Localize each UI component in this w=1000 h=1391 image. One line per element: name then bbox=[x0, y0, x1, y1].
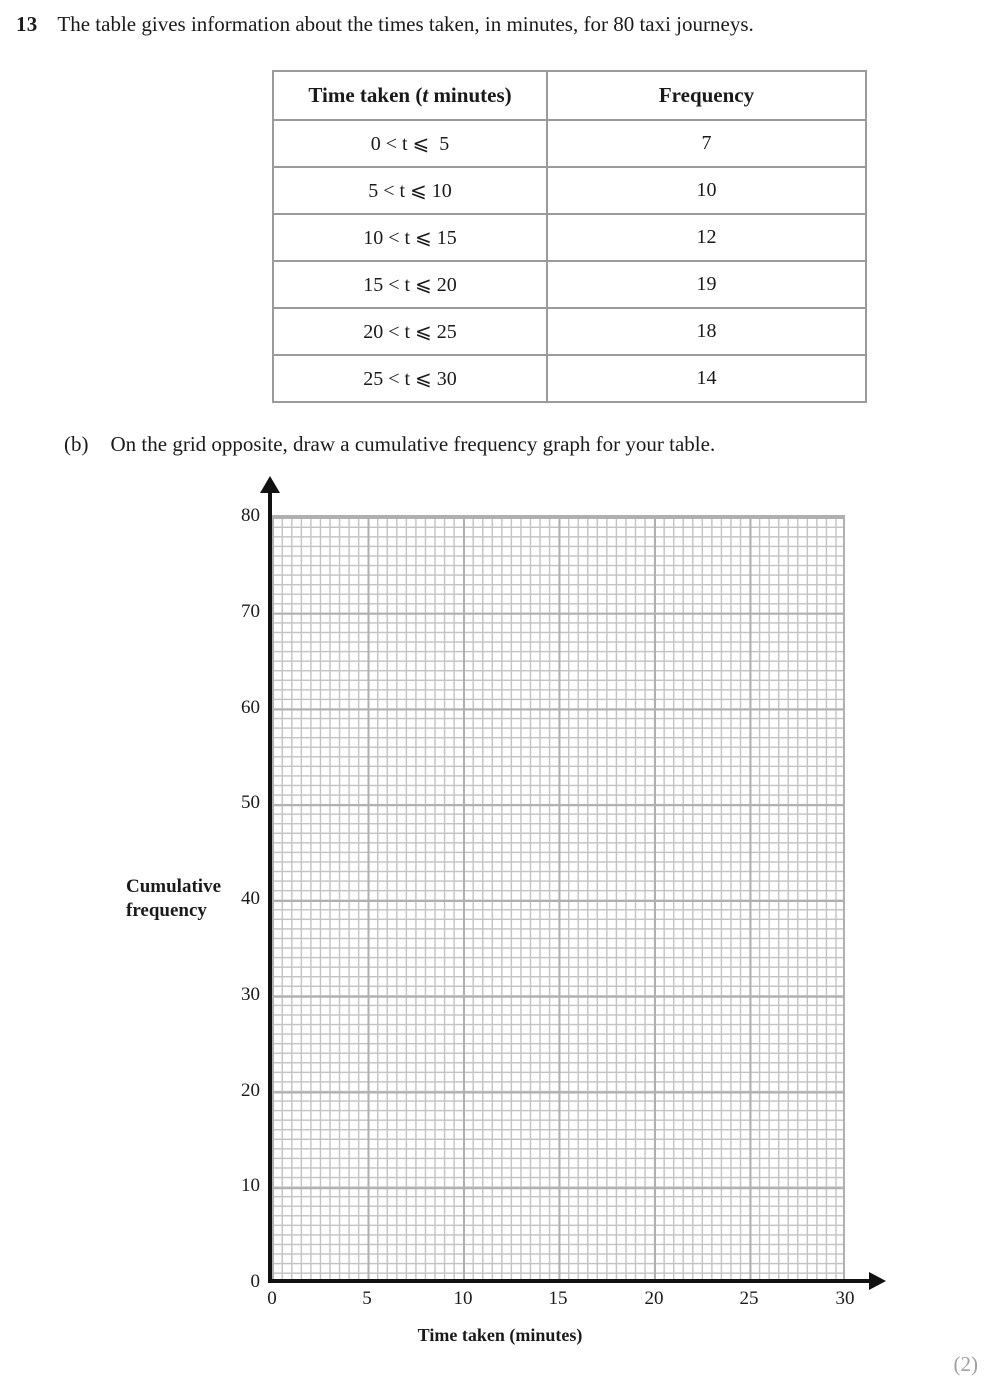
table-row bbox=[273, 120, 866, 167]
cell-frequency: 10 bbox=[547, 167, 866, 214]
part-b-label: (b) bbox=[64, 432, 89, 456]
y-axis-title-line2: frequency bbox=[126, 899, 207, 921]
cell-interval: 5 < t ⩽ 10 bbox=[273, 167, 547, 214]
x-tick-label-25: 25 bbox=[739, 1288, 759, 1309]
x-tick-label-10: 10 bbox=[453, 1288, 473, 1309]
y-tick-label-80: 80 bbox=[241, 505, 260, 526]
y-tick-label-10: 10 bbox=[241, 1175, 260, 1196]
x-axis-line bbox=[268, 1279, 871, 1283]
y-axis-title bbox=[126, 875, 246, 923]
answer-grid[interactable] bbox=[272, 515, 845, 1281]
y-axis-title-line1: Cumulative bbox=[126, 876, 221, 897]
cell-frequency: 12 bbox=[547, 214, 866, 261]
y-axis-line bbox=[268, 490, 272, 1283]
y-tick-label-20: 20 bbox=[241, 1080, 260, 1101]
column-header-variable-t: t bbox=[422, 83, 429, 107]
x-tick-label-15: 15 bbox=[548, 1288, 568, 1309]
x-tick-label-0: 0 bbox=[267, 1288, 277, 1309]
x-axis-tick-labels bbox=[0, 1288, 1000, 1318]
part-b-text: On the grid opposite, draw a cumulative frequency graph for your table. bbox=[110, 432, 716, 456]
cell-frequency: 18 bbox=[547, 308, 866, 355]
column-header-time-prefix: Time taken ( bbox=[308, 83, 423, 107]
cell-interval: 10 < t ⩽ 15 bbox=[273, 214, 547, 261]
y-tick-label-70: 70 bbox=[241, 601, 260, 622]
table-row bbox=[273, 355, 866, 402]
cell-frequency: 19 bbox=[547, 261, 866, 308]
y-tick-label-40: 40 bbox=[241, 888, 260, 909]
question-text: The table gives information about the times taken, in minutes, for 80 taxi journeys. bbox=[57, 12, 754, 36]
x-tick-label-30: 30 bbox=[835, 1288, 855, 1309]
column-header-time-suffix: minutes) bbox=[428, 83, 512, 107]
y-tick-label-0: 0 bbox=[250, 1271, 260, 1292]
column-header-frequency: Frequency bbox=[547, 71, 866, 120]
cell-frequency: 7 bbox=[547, 120, 866, 167]
question-stem bbox=[16, 12, 976, 37]
question-number: 13 bbox=[16, 12, 38, 36]
x-tick-label-20: 20 bbox=[644, 1288, 664, 1309]
frequency-table bbox=[272, 70, 867, 403]
table-row bbox=[273, 214, 866, 261]
table-header-row bbox=[273, 71, 866, 120]
cell-interval: 20 < t ⩽ 25 bbox=[273, 308, 547, 355]
y-tick-label-30: 30 bbox=[241, 984, 260, 1005]
y-tick-label-50: 50 bbox=[241, 792, 260, 813]
x-axis-title: Time taken (minutes) bbox=[417, 1325, 583, 1345]
x-tick-label-5: 5 bbox=[362, 1288, 372, 1309]
cell-frequency: 14 bbox=[547, 355, 866, 402]
cell-interval: 25 < t ⩽ 30 bbox=[273, 355, 547, 402]
cell-interval: 15 < t ⩽ 20 bbox=[273, 261, 547, 308]
cumulative-frequency-graph bbox=[0, 470, 1000, 1350]
table-row bbox=[273, 261, 866, 308]
column-header-time-taken bbox=[273, 71, 547, 120]
cell-interval: 0 < t ⩽ 5 bbox=[273, 120, 547, 167]
table-row bbox=[273, 308, 866, 355]
marks-allocation: (2) bbox=[953, 1352, 978, 1376]
y-axis-arrow-icon bbox=[260, 476, 280, 493]
y-tick-label-60: 60 bbox=[241, 697, 260, 718]
part-b-instruction bbox=[64, 432, 964, 457]
table-row bbox=[273, 167, 866, 214]
